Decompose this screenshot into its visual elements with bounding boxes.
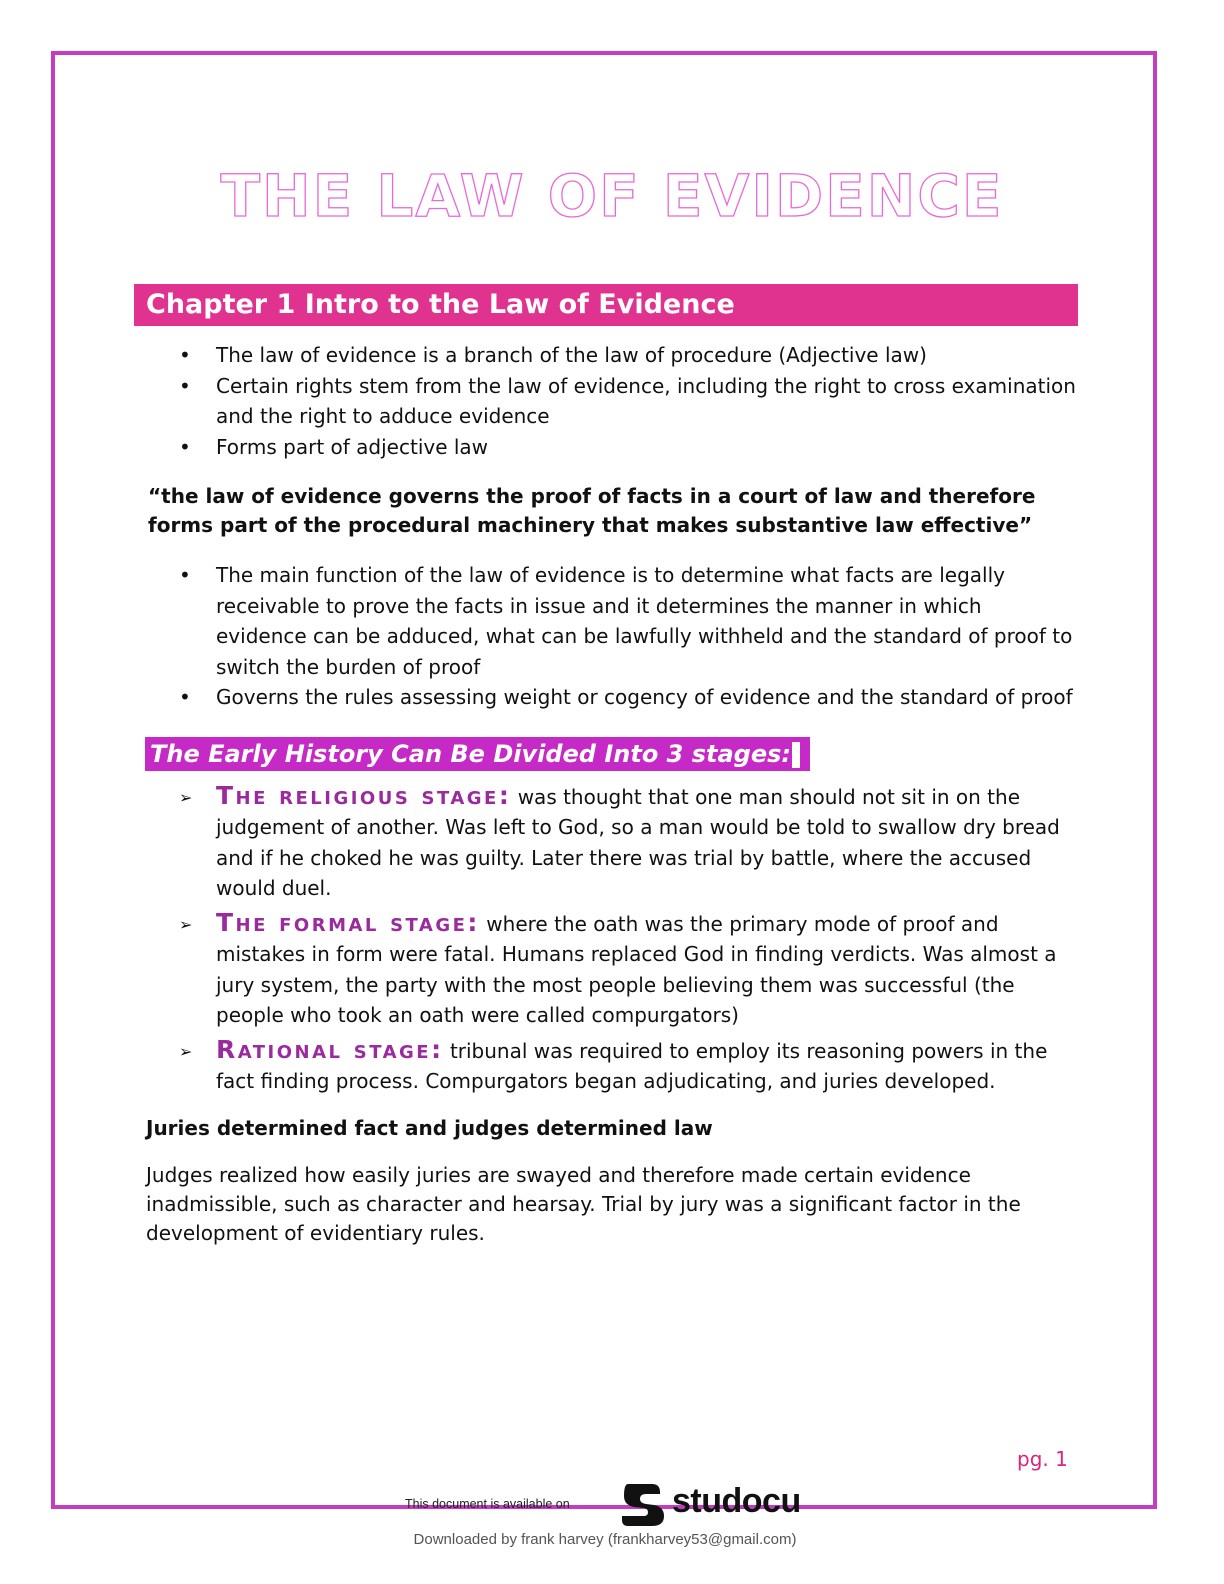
juries-heading: Juries determined fact and judges determined law	[146, 1115, 713, 1140]
bullet-icon: •	[179, 373, 191, 398]
bullet-icon: •	[179, 343, 191, 367]
definition-quote: “the law of evidence governs the proof of facts in a court of law and therefore forms part of the procedural machinery that makes substantive law effective”	[148, 484, 1036, 537]
list-item: • The main function of the law of evidence is to determine what facts are legally receivable to prove the facts in issue and it determines the manner in which evidence can be adduced, what can be lawfully withheld and the standard of proof to switch the burden of proof	[146, 560, 1076, 682]
stage-item	[146, 1035, 1076, 1097]
footer-available-text: This document is available on	[405, 1497, 570, 1511]
studocu-logo-icon	[620, 1480, 666, 1528]
list-item: • Certain rights stem from the law of evidence, including the right to cross examination and the right to adduce evidence	[146, 371, 1076, 432]
list-item: • Governs the rules assessing weight or cogency of evidence and the standard of proof	[146, 682, 1076, 713]
closing-paragraph: Judges realized how easily juries are swayed and therefore made certain evidence inadmissible, such as character and hearsay. Trial by jury was a significant factor in the development of evidentiary rules.	[146, 1163, 1021, 1245]
stage-name: The religious stage:	[216, 780, 512, 810]
stages-list	[146, 781, 1076, 1097]
arrow-bullet-icon: ➢	[179, 787, 193, 807]
list-item: • Forms part of adjective law	[146, 432, 1076, 463]
text-cursor-icon	[792, 742, 800, 768]
intro-bullet-list	[146, 340, 1076, 462]
studocu-logo[interactable]	[620, 1480, 820, 1530]
bullet-icon: •	[179, 685, 191, 709]
history-heading: The Early History Can Be Divided Into 3 stages:	[145, 737, 810, 771]
stage-item	[146, 908, 1076, 1031]
stage-description: was thought that one man should not sit in on the judgement of another. Was left to God, so a man would be told to swallow dry bread and if he choked he was guilty. Later there was trial by battle, where the accused would duel.	[216, 784, 1060, 900]
stage-name: Rational stage:	[216, 1034, 444, 1064]
chapter-heading-bar	[134, 284, 1078, 326]
stage-name: The formal stage:	[216, 907, 480, 937]
studocu-wordmark: studocu	[672, 1482, 801, 1520]
function-bullet-list	[146, 560, 1076, 713]
stage-description: where the oath was the primary mode of proof and mistakes in form were fatal. Humans replaced God in finding verdicts. Was almost a jury system, the party with the most people believing them was successful (the people who took an oath were called compurgators)	[216, 911, 1057, 1027]
downloaded-by-text: Downloaded by frank harvey (frankharvey53@gmail.com)	[413, 1531, 797, 1548]
list-item: • The law of evidence is a branch of the law of procedure (Adjective law)	[146, 340, 1076, 371]
stage-item	[146, 781, 1076, 904]
document-body	[146, 340, 1076, 1248]
arrow-bullet-icon: ➢	[179, 1041, 193, 1061]
document-title: THE LAW OF EVIDENCE	[220, 162, 1004, 230]
stage-description: tribunal was required to employ its reasoning powers in the fact finding process. Compurgators began adjudicating, and juries developed.	[216, 1038, 1048, 1093]
page-number: pg. 1	[1017, 1447, 1068, 1471]
bullet-icon: •	[179, 563, 191, 587]
chapter-heading: Chapter 1 Intro to the Law of Evidence	[146, 289, 735, 320]
arrow-bullet-icon: ➢	[179, 914, 193, 934]
bullet-icon: •	[179, 434, 191, 459]
